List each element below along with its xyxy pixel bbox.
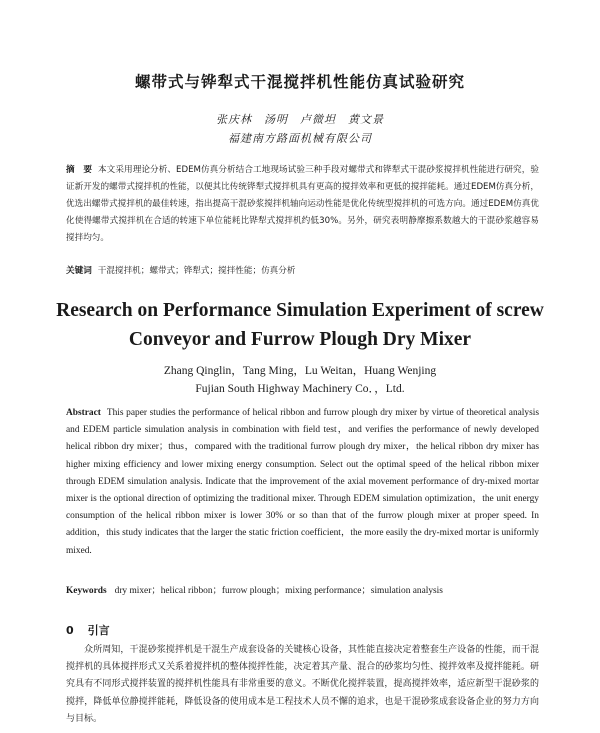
- english-keywords: [66, 582, 539, 596]
- chinese-keywords-text: 干混搅拌机；螺带式；铧犁式；搅拌性能；仿真分析: [97, 266, 296, 276]
- chinese-abstract-label: 摘 要: [66, 165, 93, 175]
- chinese-keywords: [66, 263, 539, 280]
- introduction-paragraph: 众所周知，干混砂浆搅拌机是干混生产成套设备的关键核心设备，其性能直接决定着整套生产设备的性能，而干混搅拌机的具体搅拌形式又关系着搅拌机的整体搅拌性能，决定着其产量、混合的砂浆均匀性、搅拌效率及搅拌能耗。研究具有不同形式搅拌装置的搅拌机性能具有非常重要的意义。不断优化搅拌装置，提高搅拌效率，适应新型干混砂浆的搅拌，降低单位静搅拌能耗，降低设备的使用成本是工程技术人员不懈的追求，也是干混砂浆成套设备企业的努力方向与目标。: [66, 645, 539, 724]
- english-abstract-label: Abstract: [66, 408, 101, 418]
- english-authors: Zhang Qinglin，Tang Ming，Lu Weitan，Huang Wenjing: [163, 365, 437, 377]
- chinese-abstract: [66, 162, 539, 247]
- chinese-abstract-text: 本文采用理论分析、EDEM仿真分析结合工地现场试验三种手段对螺带式和铧犁式干混砂浆搅拌机性能进行研究，验证新开发的螺带式搅拌机的性能，以便其比传统铧犁式搅拌机具有更高的搅拌效率和更低的搅拌能耗。通过EDEM仿真分析，优选出螺带式搅拌机的最佳转速，指出提高干混砂浆搅拌机轴向运动性能是优化传统型搅拌机的可选方向。通过EDEM仿真优化使得螺带式搅拌机在合适的转速下单位能耗比铧犁式搅拌机约低30%。另外，研究表明静摩擦系数越大的干混砂浆越容易搅拌均匀。: [66, 165, 539, 243]
- english-keywords-text: dry mixer；helical ribbon；furrow plough；mixing performance；simulation analysis: [114, 586, 443, 596]
- section-title: 引言: [87, 624, 110, 637]
- english-abstract-text: This paper studies the performance of helical ribbon and furrow plough dry mixer by virtue of theoretical analysis and EDEM particle simulation analysis in combination with field test，and verifies the performance of newly developed helical ribbon dry mixer；thus，compared with the traditional furrow plough dry mixer，the helical ribbon dry mixer has higher mixing efficiency and lower mixing energy consumption. Select out the optimal speed of the helical ribbon mixer through EDEM simulation analysis. Indicate that the improvement of the axial movement performance of dry-mixed mortar mixer is the optional direction of optimizing the traditional mixer. Through EDEM simulation optimization，the unit energy consumption of the helical ribbon mixer is lower 30% or so than that of the furrow plough mixer at proper speed. In addition，this study indicates that the larger the static friction coefficient，the more easily the dry-mixed mortar is uniformly mixed.: [66, 408, 539, 556]
- english-title: Research on Performance Simulation Experiment of screw Conveyor and Furrow Plough Dry Mixer: [56, 300, 544, 350]
- section-number: 0: [66, 624, 74, 637]
- chinese-authors: 张庆林 汤明 卢微坦 黄文景: [216, 113, 384, 126]
- english-abstract: [66, 405, 539, 560]
- section-heading: [66, 622, 110, 638]
- english-keywords-label: Keywords: [66, 586, 107, 596]
- chinese-title: 螺带式与铧犁式干混搅拌机性能仿真试验研究: [134, 73, 465, 91]
- chinese-keywords-label: 关键词: [66, 266, 92, 276]
- chinese-affiliation: 福建南方路面机械有限公司: [228, 132, 372, 145]
- english-affiliation: Fujian South Highway Machinery Co．，Ltd.: [195, 383, 405, 395]
